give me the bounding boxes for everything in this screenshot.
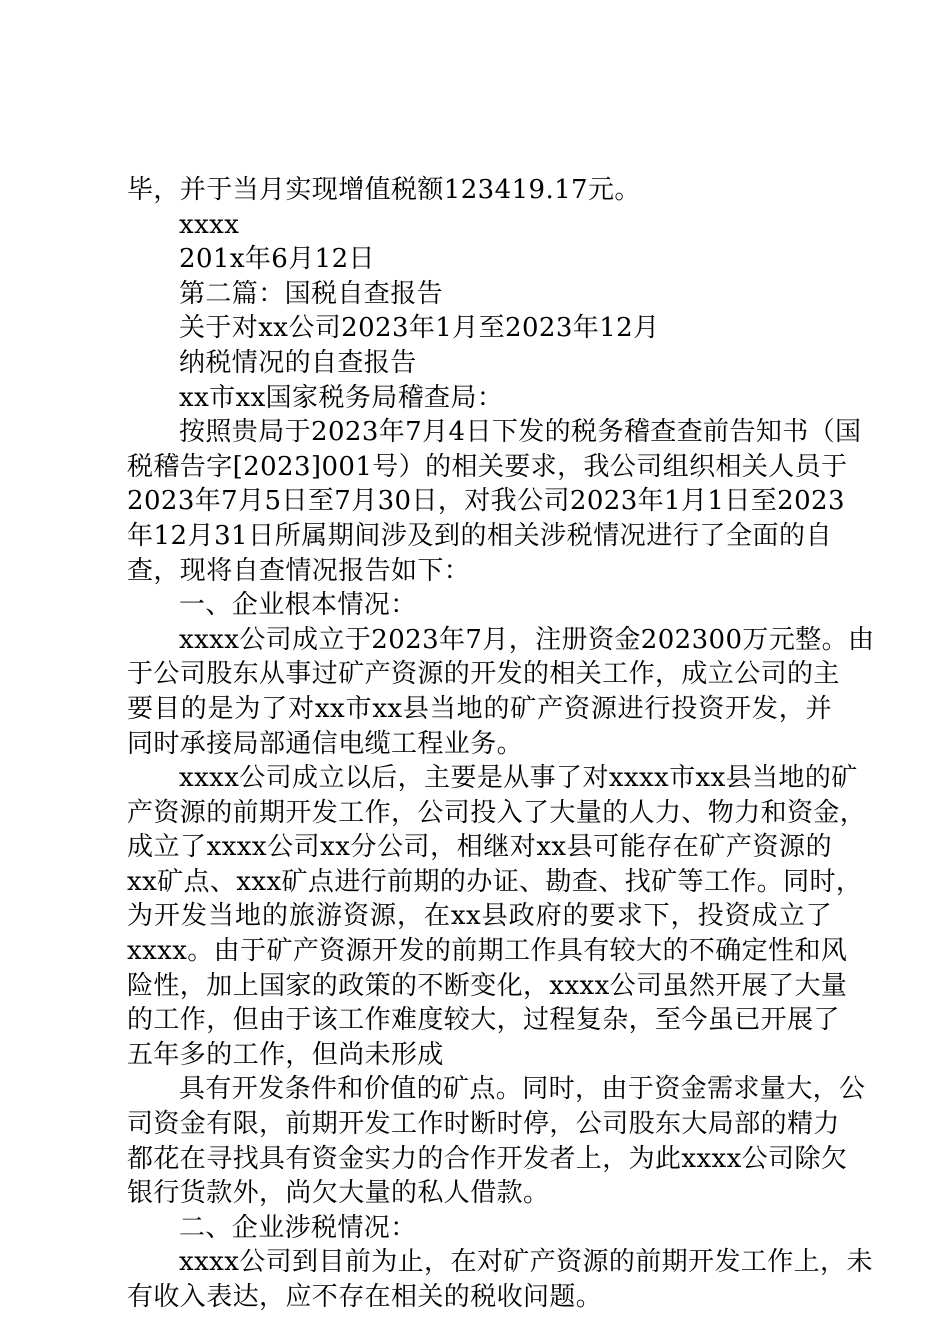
subheading: 二、企业涉税情况： bbox=[179, 1212, 417, 1243]
paragraph-line: 成立了xxxx公司xx分公司，相继对xx县可能存在矿产资源的 bbox=[127, 832, 832, 863]
document-body bbox=[127, 173, 875, 1315]
paragraph-line: 为开发当地的旅游资源，在xx县政府的要求下，投资成立了 bbox=[127, 901, 832, 932]
subheading: 一、企业根本情况： bbox=[179, 590, 417, 621]
paragraph-line: 2023年7月5日至7月30日，对我公司2023年1月1日至2023 bbox=[127, 486, 845, 517]
paragraph-line: xxxx公司成立以后，主要是从事了对xxxx市xx县当地的矿 bbox=[179, 763, 858, 794]
paragraph-line: 具有开发条件和价值的矿点。同时，由于资金需求量大，公 bbox=[179, 1074, 866, 1105]
paragraph-line: 税稽告字[2023]001号）的相关要求，我公司组织相关人员于 bbox=[127, 451, 848, 482]
paragraph-line: 有收入表达，应不存在相关的税收问题。 bbox=[127, 1282, 603, 1312]
paragraph-line: 险性，加上国家的政策的不断变化，xxxx公司虽然开展了大量 bbox=[127, 970, 848, 1001]
paragraph-line: xx矿点、xxx矿点进行前期的办证、勘查、找矿等工作。同时， bbox=[127, 866, 863, 897]
report-title-line-2: 纳税情况的自查报告 bbox=[179, 347, 417, 378]
paragraph-line: xxxx。由于矿产资源开发的前期工作具有较大的不确定性和风 bbox=[127, 936, 848, 967]
paragraph-line: 同时承接局部通信电缆工程业务。 bbox=[127, 728, 524, 759]
paragraph-line: 按照贵局于2023年7月4日下发的税务稽查查前告知书（国 bbox=[179, 417, 862, 448]
paragraph-line: xxxx公司成立于2023年7月，注册资金202300万元整。由 bbox=[179, 624, 875, 655]
paragraph-line: 银行货款外，尚欠大量的私人借款。 bbox=[127, 1178, 550, 1209]
paragraph-line: 都花在寻找具有资金实力的合作开发者上，为此xxxx公司除欠 bbox=[127, 1143, 848, 1174]
paragraph-line: 要目的是为了对xx市xx县当地的矿产资源进行投资开发，并 bbox=[127, 693, 832, 724]
paragraph-line: 年12月31日所属期间涉及到的相关涉税情况进行了全面的自 bbox=[127, 520, 832, 551]
paragraph-line: 查，现将自查情况报告如下： bbox=[127, 555, 471, 586]
addressee: xx市xx国家税务局稽查局： bbox=[179, 382, 504, 413]
paragraph-line: 五年多的工作，但尚未形成 bbox=[127, 1039, 444, 1070]
paragraph-line: 产资源的前期开发工作，公司投入了大量的人力、物力和资金， bbox=[127, 797, 867, 828]
section-heading: 第二篇：国税自查报告 bbox=[179, 278, 444, 309]
report-title-line-1: 关于对xx公司2023年1月至2023年12月 bbox=[179, 313, 660, 344]
text-line: 毕，并于当月实现增值税额123419.17元。 bbox=[127, 175, 641, 205]
paragraph-line: 于公司股东从事过矿产资源的开发的相关工作，成立公司的主 bbox=[127, 659, 840, 690]
paragraph-line: xxxx公司到目前为止，在对矿产资源的前期开发工作上，未 bbox=[179, 1247, 873, 1278]
signature-date: 201x年6月12日 bbox=[179, 244, 375, 275]
paragraph-line: 司资金有限，前期开发工作时断时停，公司股东大局部的精力 bbox=[127, 1109, 840, 1140]
signature-name: xxxx bbox=[179, 209, 240, 240]
paragraph-line: 的工作，但由于该工作难度较大，过程复杂，至今虽已开展了 bbox=[127, 1005, 840, 1036]
